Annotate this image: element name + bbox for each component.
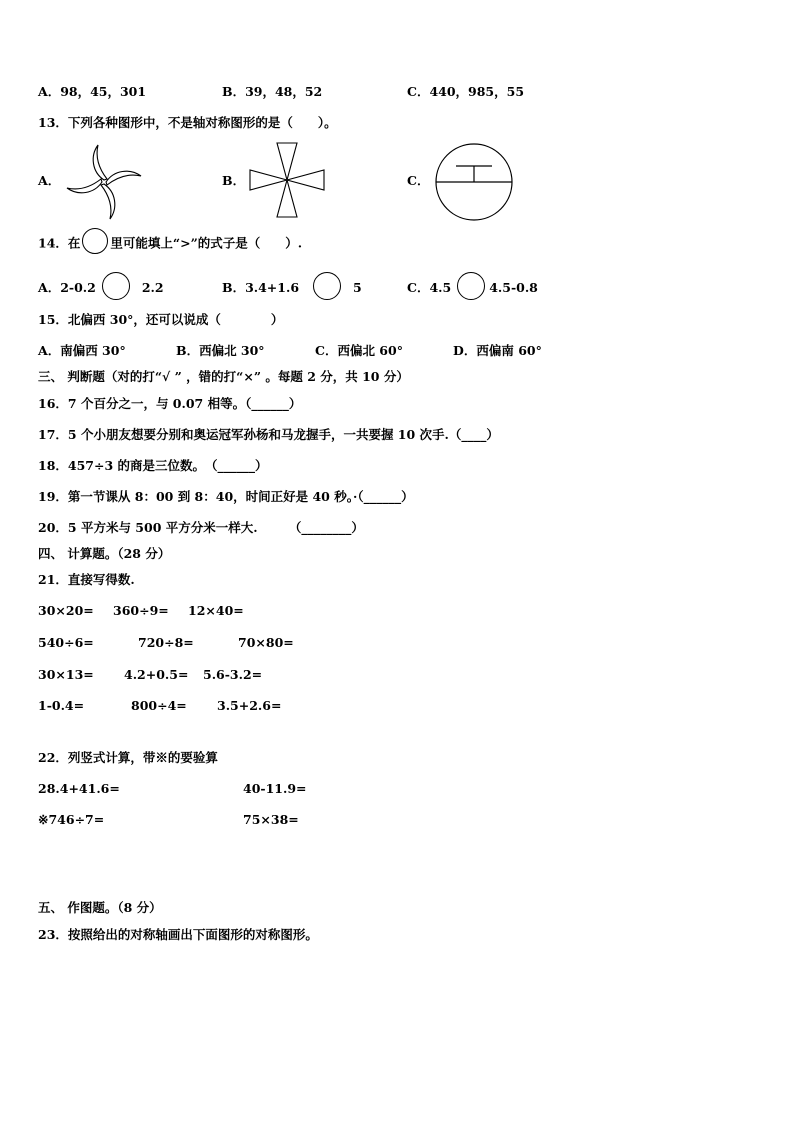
q15-option-b: B．西偏北 30° [176, 343, 265, 358]
q22-item: 40-11.9= [243, 781, 307, 796]
q21-item: 70×80= [238, 635, 294, 650]
q21-item: 12×40= [188, 603, 244, 618]
q14-option-b-right: 5 [353, 280, 362, 295]
q18: 18．457÷3 的商是三位数。 （______） [38, 458, 268, 473]
q12-option-c: C．440，985，55 [407, 84, 525, 99]
q22-item: ※746÷7= [38, 812, 105, 827]
q21-item: 4.2+0.5= [124, 667, 189, 682]
q17: 17．5 个小朋友想要分别和奥运冠军孙杨和马龙握手，一共要握 10 次手.（____） [38, 427, 499, 442]
q20: 20．5 平方米与 500 平方分米一样大. （________） [38, 520, 364, 535]
blank-circle-icon [82, 228, 108, 254]
blank-circle-icon [457, 272, 485, 300]
q15-stem: 15．北偏西 30°，还可以说成（ ） [38, 312, 284, 327]
q14-option-c [407, 277, 538, 300]
q21-item: 1-0.4= [38, 698, 85, 713]
q14-option-a [38, 277, 164, 300]
q14-stem-suffix: 里可能填上“>”的式子是（ ）. [110, 235, 303, 251]
bowtie-cross-figure [248, 141, 326, 219]
q22-item: 75×38= [243, 812, 299, 827]
q23: 23．按照给出的对称轴画出下面图形的对称图形。 [38, 927, 318, 942]
q21-item: 540÷6= [38, 635, 94, 650]
q21-stem: 21．直接写得数. [38, 572, 135, 587]
q15-option-a: A．南偏西 30° [38, 343, 126, 358]
blank-circle-icon [313, 272, 341, 300]
q12-option-b: B．39，48，52 [222, 84, 323, 99]
q15-option-d: D．西偏南 60° [453, 343, 542, 358]
q13-option-b: B． [222, 173, 246, 188]
blank-circle-icon [102, 272, 130, 300]
q21-item: 5.6-3.2= [203, 667, 263, 682]
q14-option-c-right: 4.5-0.8 [489, 280, 538, 295]
q13-option-c: C． [407, 173, 430, 188]
q14-option-c-left: C．4.5 [407, 280, 452, 295]
q19: 19．第一节课从 8：00 到 8：40，时间正好是 40 秒。·（______） [38, 489, 414, 504]
q12-option-a: A．98，45，301 [38, 84, 147, 99]
section-3-heading: 三、 判断题（对的打“√ ” ，错的打“×” 。每题 2 分，共 10 分） [38, 369, 409, 384]
q21-item: 30×13= [38, 667, 94, 682]
circle-with-gong-character-figure [434, 142, 514, 222]
section-4-heading: 四、 计算题。（28 分） [38, 546, 171, 561]
q14-stem [38, 234, 302, 254]
pinwheel-shape-figure [64, 142, 144, 222]
q22-item: 28.4+41.6= [38, 781, 120, 796]
q14-option-a-left: A．2-0.2 [38, 280, 96, 295]
q21-item: 30×20= [38, 603, 94, 618]
q14-stem-prefix: 14．在 [38, 235, 81, 251]
q22-stem: 22．列竖式计算，带※的要验算 [38, 750, 218, 765]
q21-item: 3.5+2.6= [217, 698, 282, 713]
q15-option-c: C．西偏北 60° [315, 343, 403, 358]
q21-item: 360÷9= [113, 603, 169, 618]
q14-option-a-right: 2.2 [141, 280, 164, 295]
q14-option-b-left: B．3.4+1.6 [222, 280, 300, 295]
section-5-heading: 五、 作图题。（8 分） [38, 900, 162, 915]
q16: 16．7 个百分之一，与 0.07 相等。（______） [38, 396, 302, 411]
q21-item: 800÷4= [131, 698, 187, 713]
q13-stem: 13．下列各种图形中，不是轴对称图形的是（ ）。 [38, 115, 337, 130]
q14-option-b [222, 277, 362, 300]
q21-item: 720÷8= [138, 635, 194, 650]
q13-option-a: A． [38, 173, 61, 188]
